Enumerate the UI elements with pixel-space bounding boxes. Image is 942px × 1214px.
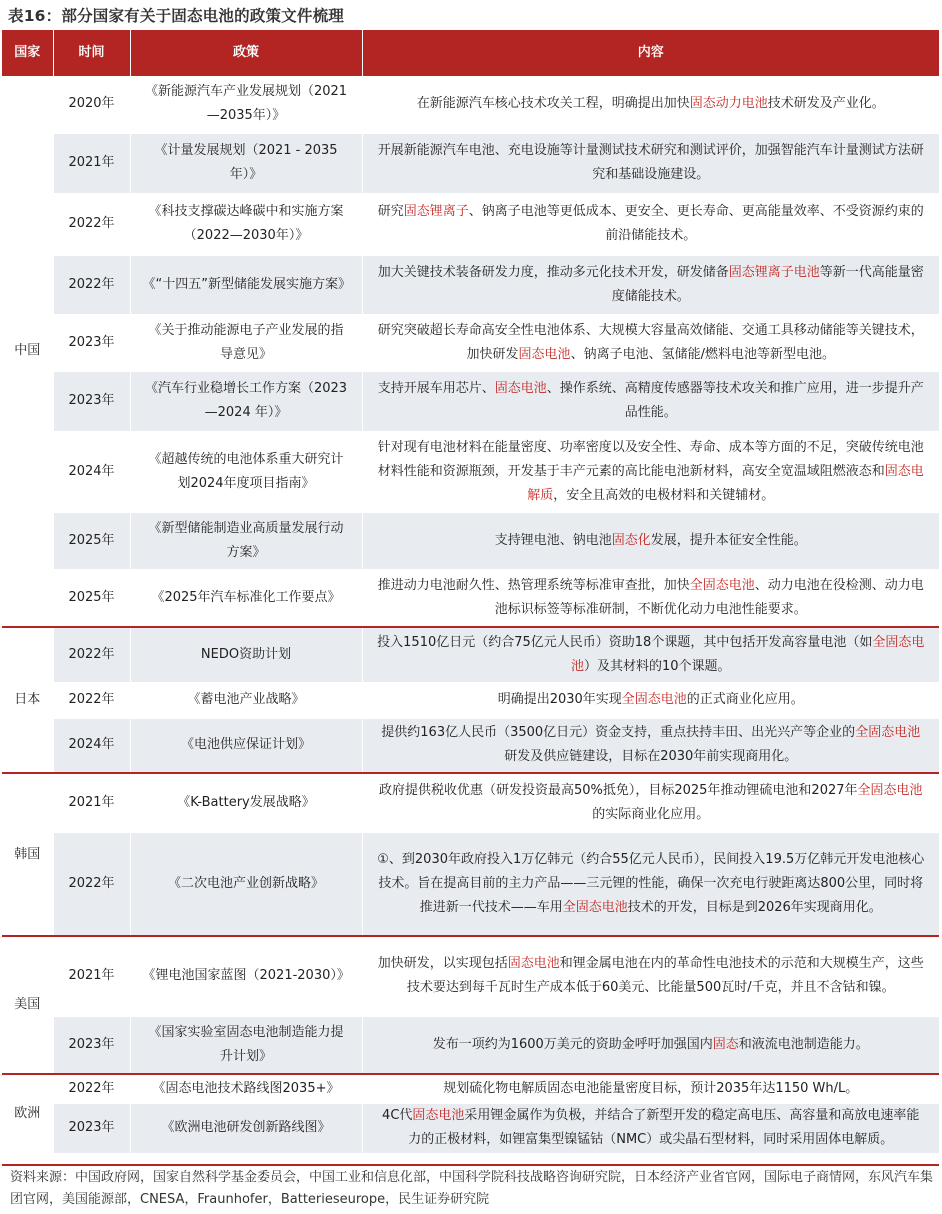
content-text: 推进动力电池耐久性、热管理系统等标准审查批，加快 <box>377 577 690 593</box>
content-cell <box>362 682 939 718</box>
highlight-text: 全固态电池 <box>689 577 755 593</box>
content-cell <box>362 773 939 832</box>
year-cell: 2022年 <box>53 627 130 682</box>
content-text: 技术的开发，目标是到2026年实现商用化。 <box>627 899 882 915</box>
year-cell: 2022年 <box>53 832 130 936</box>
policy-cell: 《新能源汽车产业发展规划（2021—2035年）》 <box>130 76 362 133</box>
content-cell <box>362 832 939 936</box>
year-cell: 2021年 <box>53 133 130 193</box>
content-text: 针对现有电池材料在能量密度、功率密度以及安全性、寿命、成本等方面的不足，突破传统电池材料性能和资源瓶颈，开发基于丰产元素的高比能电池新材料，高安全宽温域阻燃液态和 <box>377 439 924 479</box>
policy-cell: 《蓄电池产业战略》 <box>130 682 362 718</box>
policy-cell: 《固态电池技术路线图2035+》 <box>130 1074 362 1103</box>
content-text: 的正式商业化应用。 <box>686 692 804 707</box>
highlight-text: 固态锂离子电池 <box>728 264 820 280</box>
content-text: 提供约163亿人民币（3500亿日元）资金支持，重点扶持丰田、出光兴产等企业的 <box>381 725 856 741</box>
content-text: 、动力电池在役检测、动力电池标识标签等标准研制，不断优化动力电池性能要求。 <box>494 577 924 617</box>
content-text: 发布一项约为1600万美元的资助金呼吁加强国内 <box>432 1036 713 1052</box>
policy-cell: 《K-Battery发展战略》 <box>130 773 362 832</box>
content-text: ）及其材料的10个课题。 <box>583 658 731 674</box>
highlight-text: 固态电解质 <box>527 463 924 503</box>
content-text: 加大关键技术装备研发力度，推动多元化技术开发，研发储备 <box>377 264 729 280</box>
content-text: 规划硫化物电解质固态电池能量密度目标，预计2035年达1150 Wh/L。 <box>443 1080 859 1096</box>
policy-cell: 《电池供应保证计划》 <box>130 718 362 773</box>
content-text: 、钠离子电池等更低成本、更安全、更长寿命、更高能量效率、不受资源约束的前沿储能技术。 <box>468 204 924 243</box>
year-cell: 2024年 <box>53 431 130 512</box>
policy-cell: NEDO资助计划 <box>130 627 362 682</box>
year-cell: 2021年 <box>53 936 130 1016</box>
table-row <box>2 718 939 773</box>
highlight-text: 固态化 <box>611 532 651 548</box>
highlight-text: 固态锂离子 <box>403 204 469 219</box>
table-row <box>2 627 939 682</box>
content-cell <box>362 371 939 431</box>
table-row <box>2 936 939 1016</box>
table-row <box>2 773 939 832</box>
content-cell <box>362 512 939 569</box>
highlight-text: 全固态电池 <box>857 782 923 798</box>
content-cell <box>362 431 939 512</box>
table-row <box>2 314 939 371</box>
content-cell <box>362 627 939 682</box>
highlight-text: 全固态电池 <box>562 899 628 915</box>
table-row <box>2 431 939 512</box>
country-cell: 日本 <box>2 627 53 773</box>
content-cell <box>362 936 939 1016</box>
content-text: 支持开展车用芯片、 <box>377 381 495 396</box>
content-text: 研究 <box>377 204 404 219</box>
content-text: ，安全且高效的电极材料和关键辅材。 <box>553 487 775 503</box>
table-row <box>2 133 939 193</box>
content-text: 政府提供税收优惠（研发投资最高50%抵免），目标2025年推动锂硫电池和2027年 <box>378 782 858 798</box>
highlight-text: 全固态电池 <box>570 634 925 674</box>
year-cell: 2023年 <box>53 371 130 431</box>
policy-cell: 《锂电池国家蓝图（2021-2030）》 <box>130 936 362 1016</box>
content-text: ①、到2030年政府投入1万亿韩元（约合55亿元人民币），民间投入19.5万亿韩元开发电池核心技术。旨在提高目前的主力产品——三元锂的性能，确保一次充电行驶距离达800公里，同时将推进新一代技术——车用 <box>377 851 925 915</box>
table-title: 表16：部分国家有关于固态电池的政策文件梳理 <box>8 7 344 25</box>
policy-cell: 《国家实验室固态电池制造能力提升计划》 <box>130 1016 362 1074</box>
content-cell <box>362 193 939 255</box>
policy-cell: 《2025年汽车标准化工作要点》 <box>130 569 362 627</box>
year-cell: 2023年 <box>53 314 130 371</box>
highlight-text: 固态动力电池 <box>689 96 768 112</box>
table-row <box>2 832 939 936</box>
year-cell: 2022年 <box>53 682 130 718</box>
policy-cell: 《新型储能制造业高质量发展行动方案》 <box>130 512 362 569</box>
content-text: 研发及供应链建设，目标在2030年前实现商用化。 <box>504 749 798 765</box>
content-cell <box>362 76 939 133</box>
highlight-text: 固态 <box>712 1036 739 1052</box>
content-text: 等新一代高能量密度储能技术。 <box>611 264 924 304</box>
policy-cell: 《欧洲电池研发创新路线图》 <box>130 1103 362 1153</box>
source-note: 资料来源：中国政府网，国家自然科学基金委员会，中国工业和信息化部，中国科学院科技战略咨询研究院，日本经济产业省官网，国际电子商情网，东风汽车集团官网，美国能源部，CNESA，Fraunhofer，Batterieseurope，民生证券研究院 <box>10 1170 934 1207</box>
policy-cell: 《科技支撑碳达峰碳中和实施方案（2022—2030年）》 <box>130 193 362 255</box>
country-cell: 欧洲 <box>2 1074 53 1153</box>
content-text: 、钠离子电池、氢储能/燃料电池等新型电池。 <box>570 346 835 362</box>
highlight-text: 固态电池 <box>412 1108 465 1123</box>
content-text: 采用锂金属作为负极，并结合了新型开发的稳定高电压、高容量和高放电速率能力的正极材料，如锂富集型镍锰钴（NMC）或尖晶石型材料，同时采用固体电解质。 <box>408 1108 920 1147</box>
year-cell: 2023年 <box>53 1016 130 1074</box>
header-country: 国家 <box>2 30 53 76</box>
year-cell: 2022年 <box>53 255 130 314</box>
content-text: 开展新能源汽车电池、充电设施等计量测试技术研究和测试评价，加强智能汽车计量测试方法研究和基础设施建设。 <box>377 143 924 182</box>
content-text: 、操作系统、高精度传感器等技术攻关和推广应用，进一步提升产品性能。 <box>546 381 924 420</box>
highlight-text: 全固态电池 <box>621 692 687 707</box>
table-row <box>2 682 939 718</box>
table-row <box>2 1016 939 1074</box>
year-cell: 2024年 <box>53 718 130 773</box>
content-text: 的实际商业化应用。 <box>592 806 710 822</box>
country-cell: 美国 <box>2 936 53 1074</box>
content-cell <box>362 255 939 314</box>
content-cell <box>362 133 939 193</box>
policy-cell: 《“十四五”新型储能发展实施方案》 <box>130 255 362 314</box>
bottom-rule <box>2 1164 939 1166</box>
content-cell <box>362 718 939 773</box>
highlight-text: 全固态电池 <box>855 725 921 741</box>
header-year: 时间 <box>53 30 130 76</box>
content-cell <box>362 314 939 371</box>
table-row <box>2 76 939 133</box>
highlight-text: 固态电池 <box>494 381 547 396</box>
content-text: 技术研发及产业化。 <box>767 96 885 112</box>
policy-cell: 《二次电池产业创新战略》 <box>130 832 362 936</box>
year-cell: 2022年 <box>53 193 130 255</box>
table-row <box>2 569 939 627</box>
country-cell: 中国 <box>2 76 53 627</box>
content-cell <box>362 1016 939 1074</box>
header-policy: 政策 <box>130 30 362 76</box>
content-cell <box>362 569 939 627</box>
policy-cell: 《超越传统的电池体系重大研究计划2024年度项目指南》 <box>130 431 362 512</box>
content-text: 支持锂电池、钠电池 <box>494 532 612 548</box>
table-header-row <box>2 30 939 76</box>
policy-cell: 《关于推动能源电子产业发展的指导意见》 <box>130 314 362 371</box>
country-cell: 韩国 <box>2 773 53 936</box>
content-text: 和液流电池制造能力。 <box>738 1036 869 1052</box>
table-row <box>2 193 939 255</box>
content-cell <box>362 1103 939 1153</box>
year-cell: 2025年 <box>53 569 130 627</box>
table-row <box>2 512 939 569</box>
year-cell: 2025年 <box>53 512 130 569</box>
content-text: 明确提出2030年实现 <box>497 692 622 707</box>
table-row <box>2 371 939 431</box>
policy-cell: 《汽车行业稳增长工作方案（2023—2024 年）》 <box>130 371 362 431</box>
table-row <box>2 1074 939 1103</box>
content-text: 投入1510亿日元（约合75亿元人民币）资助18个课题，其中包括开发高容量电池（如 <box>377 634 873 650</box>
table-body <box>2 76 939 1153</box>
content-text: 4C代 <box>382 1108 413 1123</box>
policy-table <box>2 30 939 1154</box>
header-content: 内容 <box>362 30 939 76</box>
table-row <box>2 1103 939 1153</box>
content-text: 和锂金属电池在内的革命性电池技术的示范和大规模生产，这些技术要达到每千瓦时生产成本低于60美元、比能量500瓦时/千克，并且不含钴和镍。 <box>406 956 924 996</box>
table-row <box>2 255 939 314</box>
content-text: 研究突破超长寿命高安全性电池体系、大规模大容量高效储能、交通工具移动储能等关键技术，加快研发 <box>377 322 924 362</box>
content-text: 加快研发，以实现包括 <box>377 956 508 972</box>
policy-cell: 《计量发展规划（2021 - 2035年）》 <box>130 133 362 193</box>
content-cell <box>362 1074 939 1103</box>
highlight-text: 固态电池 <box>518 346 571 362</box>
year-cell: 2022年 <box>53 1074 130 1103</box>
content-text: 发展，提升本征安全性能。 <box>650 532 807 548</box>
year-cell: 2020年 <box>53 76 130 133</box>
highlight-text: 固态电池 <box>507 956 560 972</box>
content-text: 在新能源汽车核心技术攻关工程，明确提出加快 <box>416 96 690 112</box>
year-cell: 2021年 <box>53 773 130 832</box>
year-cell: 2023年 <box>53 1103 130 1153</box>
